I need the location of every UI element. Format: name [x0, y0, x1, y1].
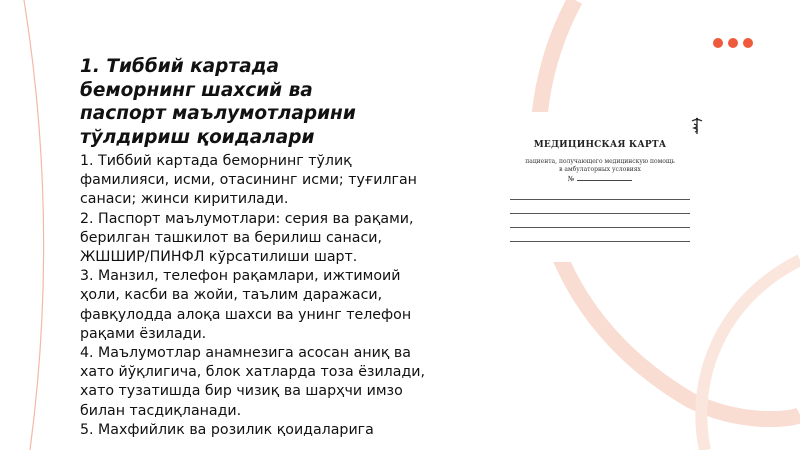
card-number-blank [577, 180, 632, 181]
card-number-field [500, 175, 700, 183]
card-line [510, 213, 690, 214]
decorative-dots [713, 38, 753, 48]
medical-card-image [500, 112, 700, 262]
paragraph: 5. Махфийлик ва розилик қоидаларига [80, 421, 374, 438]
caduceus-icon [690, 117, 704, 139]
paragraph: 1. Тиббий картада беморнинг тўлиқ фамилияси, исми, отасининг исми; туғилган санаси; жинси киритилади. [80, 153, 417, 208]
card-subtitle [500, 158, 700, 173]
card-line [510, 227, 690, 228]
dot [728, 38, 738, 48]
slide-title: 1. Тиббий картада беморнинг шахсий ва паспорт маълумотларини тўлдириш қоидалари [80, 56, 356, 148]
card-subtitle-line: пациента, получающего медицинскую помощь [525, 158, 675, 165]
paragraph: 4. Маълумотлар анамнезига асосан аниқ ва хато йўқлигича, блок хатларда тоза ёзилади, хато тузатишда бир чизиқ ва шарҳчи имзо билан тасдиқланади. [80, 345, 425, 419]
dot [713, 38, 723, 48]
slide-body [80, 152, 430, 440]
paragraph: 2. Паспорт маълумотлари: серия ва рақами, берилган ташкилот ва берилиш санаси, ЖШШИР/ПИНФЛ кўрсатилиши шарт. [80, 210, 414, 266]
card-number-label: № [567, 175, 575, 183]
card-line [510, 241, 690, 242]
dot [743, 38, 753, 48]
card-subtitle-line: в амбулаторных условиях [559, 165, 641, 173]
card-line [510, 199, 690, 200]
paragraph: 3. Манзил, телефон рақамлари, ижтимоий ҳоли, касби ва жойи, таълим даражаси, фавқулодда алоқа шахси ва унинг телефон рақами ёзилади. [80, 268, 412, 342]
card-title: МЕДИЦИНСКАЯ КАРТА [533, 140, 667, 150]
